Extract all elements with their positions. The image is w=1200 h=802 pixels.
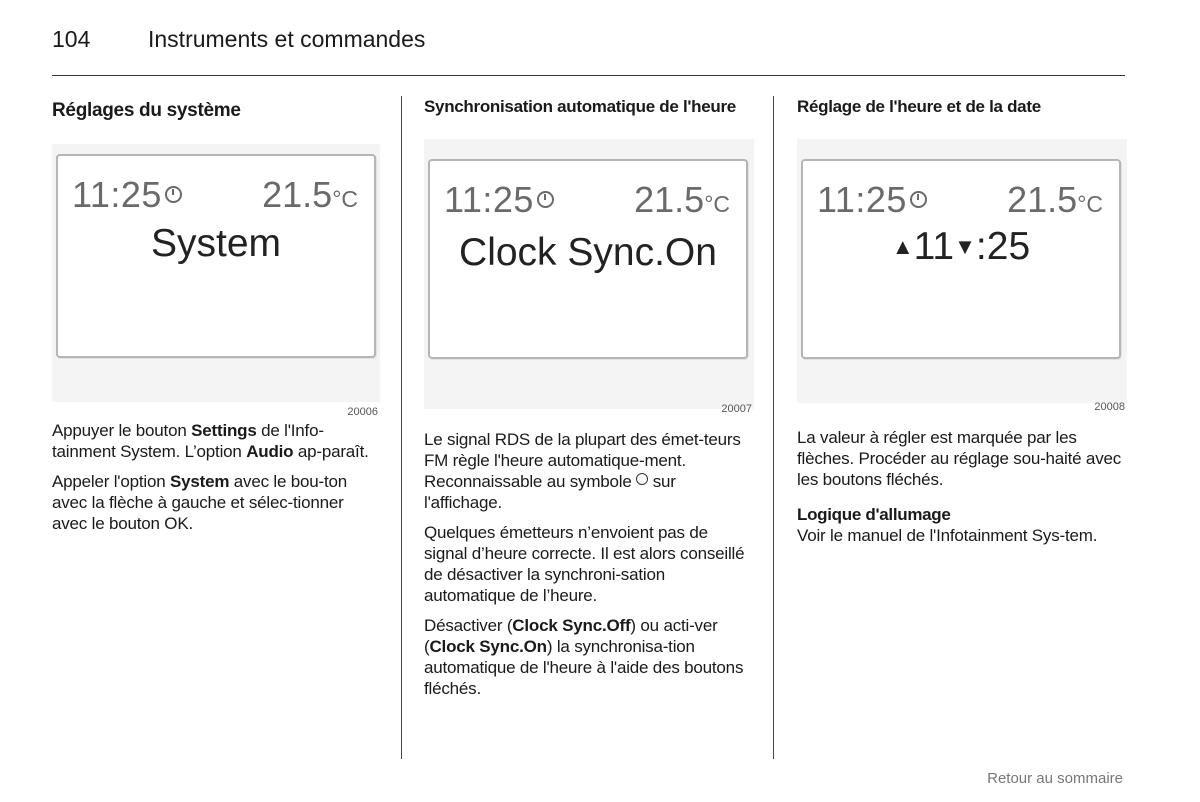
display-screen — [428, 159, 748, 359]
section-heading: Synchronisation automatique de l'heure — [424, 97, 736, 116]
column-divider-1 — [401, 96, 402, 759]
page-title: Instruments et commandes — [148, 26, 426, 52]
display-time: 11:25 — [444, 179, 554, 221]
figure-number: 20006 — [347, 406, 378, 418]
rds-clock-icon — [636, 473, 648, 485]
column-divider-2 — [773, 96, 774, 759]
display-temperature: 21.5°C — [1007, 179, 1103, 220]
page-number: 104 — [52, 26, 91, 52]
paragraph: Quelques émetteurs n’envoient pas de signal d’heure correcte. Il est alors conseillé de désactiver la synchroni-sation automatique de l’heure. — [424, 523, 745, 605]
figure-system — [52, 144, 380, 420]
rds-clock-icon — [537, 191, 554, 208]
section-heading: Réglages du système — [52, 100, 241, 121]
display-time: 11:25 — [72, 174, 182, 216]
column-system-settings — [52, 96, 380, 543]
display-temperature: 21.5°C — [262, 174, 358, 215]
paragraph: Appuyer le bouton Settings de l'Info-tainment System. L’option Audio ap-paraît. — [52, 421, 369, 461]
display-time: 11:25 — [817, 179, 927, 221]
display-time-setting: ▲11▼:25 — [891, 225, 1031, 268]
subheading: Logique d'allumage — [797, 505, 951, 524]
figure-number: 20008 — [1094, 401, 1125, 413]
column-clock-sync — [424, 96, 754, 708]
rds-clock-icon — [165, 186, 182, 203]
back-to-contents-link[interactable]: Retour au sommaire — [987, 770, 1123, 787]
paragraph: Le signal RDS de la plupart des émet-teurs FM règle l'heure automatique-ment. Reconnaissable au symbole sur l'affichage. — [424, 430, 741, 512]
header-rule — [52, 75, 1125, 76]
arrow-down-icon: ▼ — [954, 234, 976, 259]
paragraph: La valeur à régler est marquée par les flèches. Procéder au réglage sou-haité avec les boutons fléchés. — [797, 428, 1122, 489]
display-menu-text: Clock Sync.On — [459, 231, 717, 274]
display-screen — [56, 154, 376, 358]
paragraph: Désactiver (Clock Sync.Off) ou acti-ver (Clock Sync.On) la synchronisa-tion automatique de l'heure à l'aide des boutons fléchés. — [424, 616, 744, 698]
paragraph: Voir le manuel de l'Infotainment Sys-tem. — [797, 526, 1098, 545]
column-time-date — [797, 96, 1127, 555]
page-header — [52, 26, 425, 53]
figure-number: 20007 — [721, 403, 752, 415]
display-screen — [801, 159, 1121, 359]
display-menu-text: System — [150, 222, 282, 265]
figure-time-setting — [797, 139, 1127, 427]
rds-clock-icon — [910, 191, 927, 208]
paragraph: Appeler l'option System avec le bou-ton avec la flèche à gauche et sélec-tionner avec le bouton OK. — [52, 472, 348, 533]
display-temperature: 21.5°C — [634, 179, 730, 220]
arrow-up-icon: ▲ — [891, 234, 914, 259]
figure-clock-sync — [424, 139, 754, 429]
section-heading: Réglage de l'heure et de la date — [797, 97, 1041, 116]
